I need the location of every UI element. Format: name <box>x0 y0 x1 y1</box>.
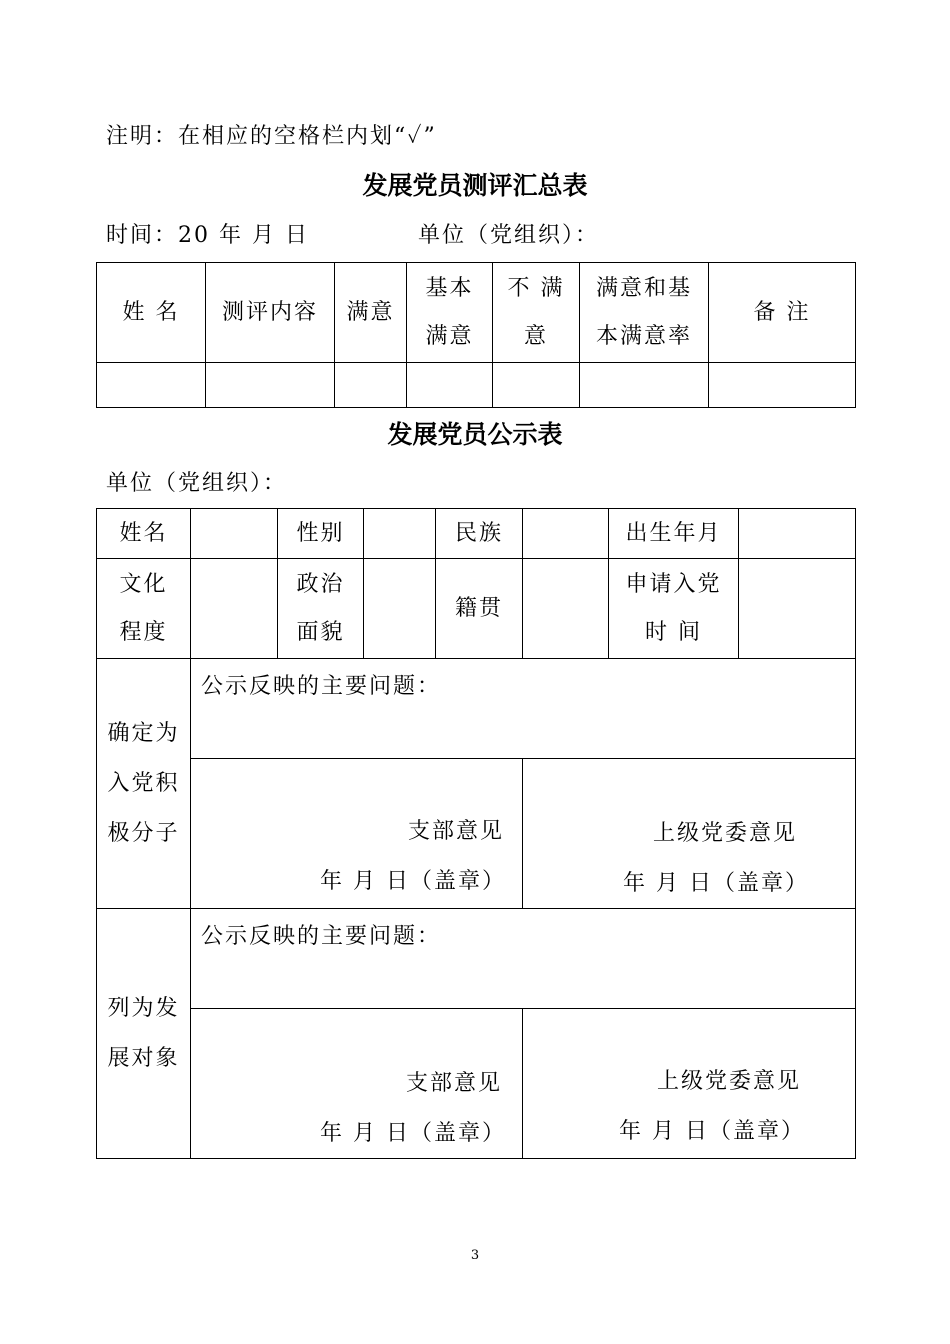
table-row-candidate-opinions <box>97 1009 856 1159</box>
value-application-time[interactable] <box>739 559 856 659</box>
unit-line-1: 单位（党组织）： <box>418 223 600 248</box>
header-unsatisfied: 不 满 意 <box>493 263 580 363</box>
upper-date-stamp: 年 月 日（盖章） <box>623 871 809 896</box>
unit-line-2: 单位（党组织）： <box>106 471 288 496</box>
label-name: 姓名 <box>97 509 191 559</box>
label-birth: 出生年月 <box>609 509 739 559</box>
label-political-status: 政治 面貌 <box>278 559 364 659</box>
blank-cell[interactable] <box>709 363 856 408</box>
header-satisfaction-rate: 满意和基 本满意率 <box>580 263 709 363</box>
table-row-candidate-issues <box>97 909 856 1009</box>
table-row-activist-issues <box>97 659 856 759</box>
header-basic-satisfied: 基本 满意 <box>407 263 493 363</box>
blank-cell[interactable] <box>493 363 580 408</box>
label-ethnic: 民族 <box>436 509 523 559</box>
blank-cell[interactable] <box>206 363 335 408</box>
table-row-detail-info <box>97 559 856 659</box>
value-birth[interactable] <box>739 509 856 559</box>
candidate-branch-opinion[interactable] <box>191 1009 523 1159</box>
header-satisfied: 满意 <box>335 263 407 363</box>
note-text: 注明：在相应的空格栏内划“✓” <box>106 124 437 149</box>
activist-upper-opinion[interactable] <box>523 759 856 909</box>
publicity-title: 发展党员公示表 <box>387 420 563 449</box>
blank-cell[interactable] <box>580 363 709 408</box>
header-remark: 备 注 <box>709 263 856 363</box>
blank-cell[interactable] <box>335 363 407 408</box>
label-native-place: 籍贯 <box>436 559 523 659</box>
page-number: 3 <box>470 1248 480 1263</box>
table-row-header <box>97 263 856 363</box>
value-political-status[interactable] <box>364 559 436 659</box>
branch-opinion-label: 支部意见 <box>407 819 504 844</box>
label-candidate-section: 列为发 展对象 <box>97 909 191 1159</box>
label-gender: 性别 <box>278 509 364 559</box>
blank-cell[interactable] <box>97 363 206 408</box>
activist-branch-opinion[interactable] <box>191 759 523 909</box>
table-row-activist-opinions <box>97 759 856 909</box>
evaluation-summary-title: 发展党员测评汇总表 <box>362 171 588 200</box>
value-name[interactable] <box>191 509 278 559</box>
header-content: 测评内容 <box>206 263 335 363</box>
value-gender[interactable] <box>364 509 436 559</box>
label-application-time: 申请入党 时 间 <box>609 559 739 659</box>
value-education[interactable] <box>191 559 278 659</box>
branch-date-stamp: 年 月 日（盖章） <box>320 1121 506 1146</box>
time-line: 时间：20 年 月 日 <box>106 223 309 248</box>
candidate-issues-field[interactable]: 公示反映的主要问题： <box>191 909 856 1009</box>
upper-opinion-label: 上级党委意见 <box>652 821 797 846</box>
header-name: 姓 名 <box>97 263 206 363</box>
publicity-table <box>96 508 856 1159</box>
blank-cell[interactable] <box>407 363 493 408</box>
table-row-basic-info <box>97 509 856 559</box>
label-education: 文化 程度 <box>97 559 191 659</box>
branch-date-stamp: 年 月 日（盖章） <box>320 869 506 894</box>
upper-opinion-label: 上级党委意见 <box>656 1069 801 1094</box>
branch-opinion-label: 支部意见 <box>405 1071 502 1096</box>
upper-date-stamp: 年 月 日（盖章） <box>619 1119 805 1144</box>
activist-issues-field[interactable]: 公示反映的主要问题： <box>191 659 856 759</box>
candidate-upper-opinion[interactable] <box>523 1009 856 1159</box>
value-native-place[interactable] <box>523 559 609 659</box>
value-ethnic[interactable] <box>523 509 609 559</box>
table-row-blank <box>97 363 856 408</box>
evaluation-summary-table <box>96 262 856 408</box>
label-activist-section: 确定为 入党积 极分子 <box>97 659 191 909</box>
